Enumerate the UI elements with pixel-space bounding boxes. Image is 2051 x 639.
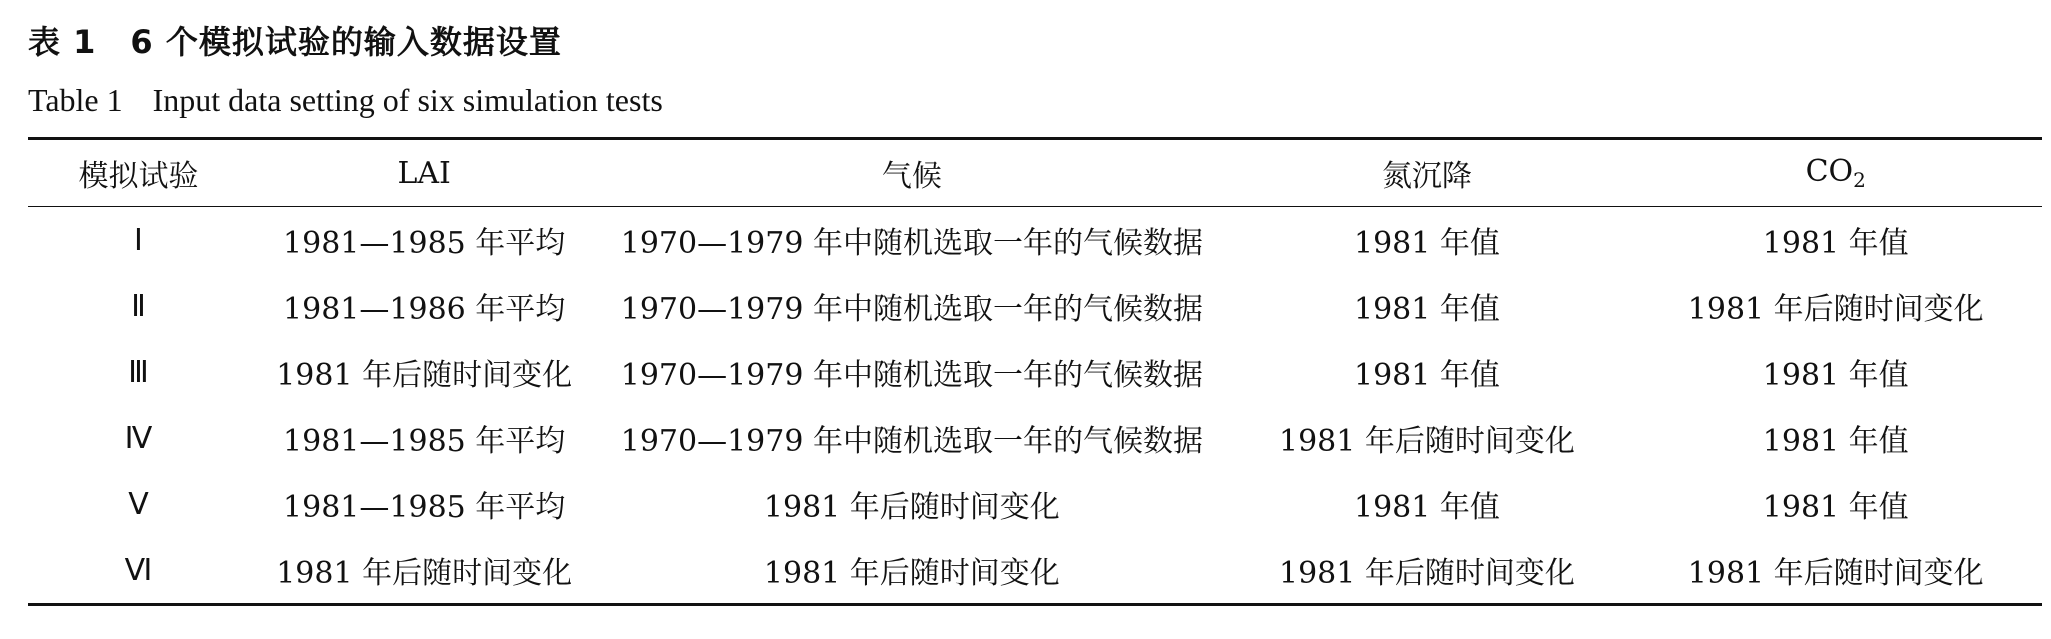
cell-lai: 1981 年后随时间变化 — [276, 556, 573, 591]
cell-co2: 1981 年值 — [1762, 226, 1909, 261]
cell-co2: 1981 年值 — [1762, 358, 1909, 393]
cell-test: Ⅰ — [134, 223, 143, 257]
cell-lai: 1981—1985 年平均 — [283, 424, 566, 459]
cell-climate: 1970—1979 年中随机选取一年的气候数据 — [620, 424, 1203, 459]
data-table-container — [28, 137, 2042, 606]
table-caption-cn — [28, 22, 562, 62]
cell-test: Ⅲ — [128, 355, 149, 389]
table-caption-en — [28, 80, 663, 120]
header-nitrogen: 氮沉降 — [1381, 159, 1472, 194]
header-co2-subscript: 2 — [1853, 168, 1866, 192]
cell-co2: 1981 年后随时间变化 — [1687, 292, 1984, 327]
table-row — [28, 405, 2042, 471]
cell-lai: 1981—1985 年平均 — [283, 490, 566, 525]
cell-co2: 1981 年后随时间变化 — [1687, 556, 1984, 591]
header-test: 模拟试验 — [78, 159, 199, 194]
cell-co2: 1981 年值 — [1762, 490, 1909, 525]
cell-nitrogen: 1981 年后随时间变化 — [1279, 424, 1575, 459]
cell-co2: 1981 年值 — [1762, 424, 1909, 459]
cell-test: Ⅱ — [131, 289, 146, 323]
cell-nitrogen: 1981 年值 — [1354, 490, 1500, 525]
cell-test: Ⅳ — [124, 421, 153, 455]
cell-lai: 1981—1986 年平均 — [283, 292, 566, 327]
table-row — [28, 339, 2042, 405]
cell-climate: 1981 年后随时间变化 — [763, 556, 1060, 591]
table-row — [28, 471, 2042, 537]
table-row — [28, 207, 2042, 274]
cell-test: Ⅴ — [128, 487, 149, 521]
table-row — [28, 273, 2042, 339]
cell-climate: 1981 年后随时间变化 — [763, 490, 1060, 525]
header-lai: LAI — [397, 155, 451, 191]
cell-climate: 1970—1979 年中随机选取一年的气候数据 — [620, 226, 1203, 261]
header-climate: 气候 — [881, 159, 942, 194]
cell-nitrogen: 1981 年值 — [1354, 226, 1500, 261]
cell-nitrogen: 1981 年值 — [1354, 358, 1500, 393]
header-co2-main: CO — [1805, 154, 1854, 189]
table-title-cn: 6 个模拟试验的输入数据设置 — [130, 23, 562, 61]
table-header-row — [28, 139, 2042, 207]
cell-nitrogen: 1981 年值 — [1354, 292, 1500, 327]
cell-test: Ⅵ — [124, 553, 153, 587]
table-title-en: Input data setting of six simulation tests — [152, 82, 663, 118]
table-body — [28, 207, 2042, 605]
header-co2 — [1630, 139, 2043, 207]
cell-lai: 1981—1985 年平均 — [283, 226, 566, 261]
cell-climate: 1970—1979 年中随机选取一年的气候数据 — [620, 292, 1203, 327]
cell-lai: 1981 年后随时间变化 — [276, 358, 573, 393]
table-number-en: Table 1 — [28, 82, 123, 118]
input-data-table — [28, 137, 2042, 606]
table-row — [28, 537, 2042, 605]
cell-climate: 1970—1979 年中随机选取一年的气候数据 — [620, 358, 1203, 393]
cell-nitrogen: 1981 年后随时间变化 — [1279, 556, 1575, 591]
table-number-cn: 表 1 — [28, 23, 97, 61]
